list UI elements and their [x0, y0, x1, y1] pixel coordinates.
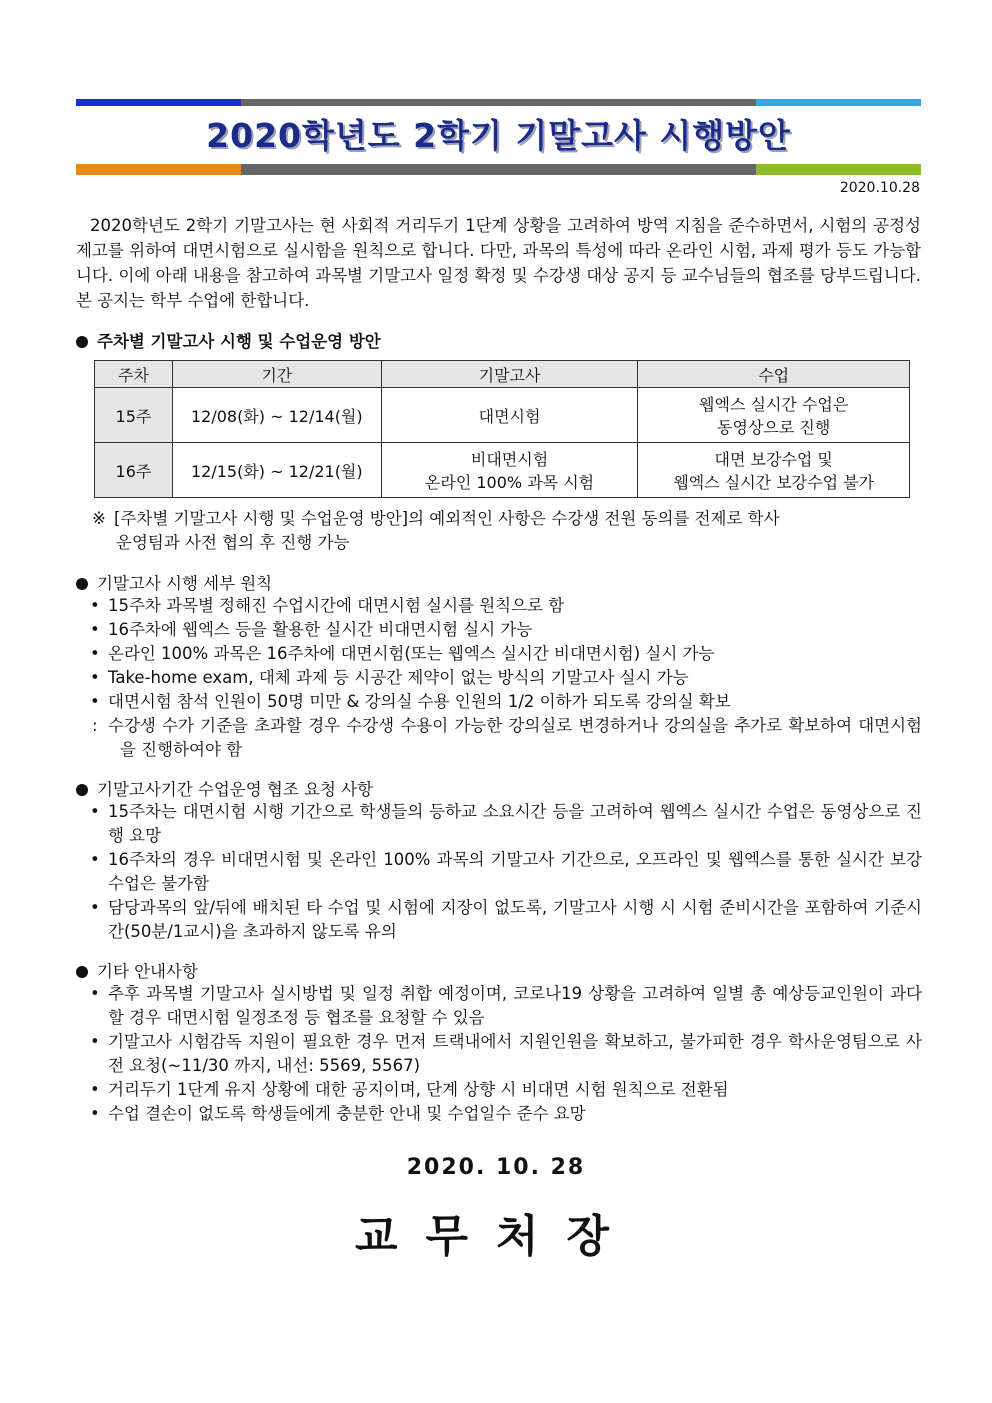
- section-heading-text: 기말고사 시행 세부 원칙: [97, 574, 273, 593]
- document-title: 2020학년도 2학기 기말고사 시행방안: [206, 116, 791, 155]
- footer-date: 2020. 10. 28: [406, 1155, 586, 1180]
- section-heading-cooperation: [76, 776, 373, 800]
- list-item: • 거리두기 1단계 유지 상황에 대한 공지이며, 단계 상향 시 비대면 시험 원칙으로 전환됨: [90, 1080, 729, 1099]
- table-row: [95, 443, 910, 498]
- principles-list: [88, 594, 922, 762]
- signature: 교무처장: [354, 1211, 637, 1262]
- schedule-table: [94, 360, 910, 498]
- document-date: 2020.10.28: [839, 180, 920, 196]
- class-cell: 대면 보강수업 및 웹엑스 실시간 보강수업 불가: [638, 443, 910, 498]
- bullet-dot-icon: [76, 784, 88, 796]
- section-heading-text: 주차별 기말고사 시행 및 수업운영 방안: [97, 332, 381, 351]
- list-item: • 수업 결손이 없도록 학생들에게 충분한 안내 및 수업일수 준수 요망: [90, 1104, 586, 1123]
- section-heading-text: 기말고사기간 수업운영 협조 요청 사항: [97, 780, 374, 799]
- list-item: • 온라인 100% 과목은 16주차에 대면시험(또는 웹엑스 실시간 비대면시험) 실시 가능: [90, 644, 715, 663]
- list-item: • 담당과목의 앞/뒤에 배치된 타 수업 및 시험에 지장이 없도록, 기말고사 시행 시 시험 준비시간을 포함하여 기준시간(50분/1교시)을 초과하지 않도록 유의: [90, 898, 922, 941]
- section-heading-principles: [76, 570, 272, 594]
- class-cell: 웹엑스 실시간 수업은 동영상으로 진행: [638, 388, 910, 443]
- top-bar-blue: [76, 99, 241, 106]
- exam-cell: 비대면시험 온라인 100% 과목 시험: [381, 443, 638, 498]
- list-item: • 15주차는 대면시험 시행 기간으로 학생들의 등하교 소요시간 등을 고려하여 웹엑스 실시간 수업은 동영상으로 진행 요망: [90, 802, 922, 845]
- table-header: 기말고사: [381, 361, 638, 388]
- intro-paragraph: 2020학년도 2학기 기말고사는 현 사회적 거리두기 1단계 상황을 고려하여 방역 지침을 준수하면서, 시험의 공정성 제고를 위하여 대면시험으로 실시함을 원칙으로 합니다. 다만, 과목의 특성에 따라 온라인 시험, 과제 평가 등도 가능합니다. 이에 아래 내용을 참고하여 과목별 기말고사 일정 확정 및 수강생 대상 공지 등 교수님들의 협조를 당부드립니다. 본 공지는 학부 수업에 한합니다.: [76, 216, 921, 310]
- week-cell: 16주: [95, 443, 173, 498]
- note-mark: ※: [92, 509, 106, 528]
- table-row: [95, 388, 910, 443]
- section-heading-schedule: [76, 328, 381, 352]
- other-list: [88, 982, 922, 1126]
- bullet-dot-icon: [76, 966, 88, 978]
- bottom-bar-orange: [76, 164, 241, 175]
- top-bar-cyan: [756, 99, 921, 106]
- list-item: • 16주차에 웹엑스 등을 활용한 실시간 비대면시험 실시 가능: [90, 620, 533, 639]
- table-header: 주차: [95, 361, 173, 388]
- bottom-bar-gray: [241, 164, 756, 175]
- list-item: • 16주차의 경우 비대면시험 및 온라인 100% 과목의 기말고사 기간으로, 오프라인 및 웹엑스를 통한 실시간 보강수업은 불가함: [90, 850, 922, 893]
- note-text: [주차별 기말고사 시행 및 수업운영 방안]의 예외적인 사항은 수강생 전원 동의를 전제로 학사: [114, 509, 780, 528]
- week-cell: 15주: [95, 388, 173, 443]
- cooperation-list: [88, 800, 922, 944]
- period-cell: 12/15(화) ~ 12/21(월): [172, 443, 381, 498]
- exam-cell: 대면시험: [381, 388, 638, 443]
- list-item: • Take-home exam, 대체 과제 등 시공간 제약이 없는 방식의 기말고사 실시 가능: [90, 668, 689, 687]
- list-item: • 15주차 과목별 정해진 수업시간에 대면시험 실시를 원칙으로 함: [90, 596, 565, 615]
- top-bar-gray: [241, 99, 756, 106]
- period-cell: 12/08(화) ~ 12/14(월): [172, 388, 381, 443]
- list-sub-item: : 수강생 수가 기준을 초과할 경우 수강생 수용이 가능한 강의실로 변경하거나 강의실을 추가로 확보하여 대면시험을 진행하여야 함: [92, 716, 922, 759]
- table-header: 수업: [638, 361, 910, 388]
- table-note: [92, 507, 922, 555]
- list-item: • 대면시험 참석 인원이 50명 미만 & 강의실 수용 인원의 1/2 이하가 되도록 강의실 확보: [90, 692, 731, 711]
- list-item: • 기말고사 시험감독 지원이 필요한 경우 먼저 트랙내에서 지원인원을 확보하고, 불가피한 경우 학사운영팀으로 사전 요청(~11/30 까지, 내선: 5569, 5567): [90, 1032, 922, 1075]
- bullet-dot-icon: [76, 336, 88, 348]
- bullet-dot-icon: [76, 578, 88, 590]
- table-header-row: [95, 361, 910, 388]
- table-header: 기간: [172, 361, 381, 388]
- bottom-bar-green: [756, 164, 921, 175]
- section-heading-other: [76, 958, 198, 982]
- note-text: 운영팀과 사전 협의 후 진행 가능: [116, 533, 350, 552]
- section-heading-text: 기타 안내사항: [97, 962, 198, 981]
- list-item: • 추후 과목별 기말고사 실시방법 및 일정 취합 예정이며, 코로나19 상황을 고려하여 일별 총 예상등교인원이 과다할 경우 대면시험 일정조정 등 협조를 요청할 수 있음: [90, 984, 922, 1027]
